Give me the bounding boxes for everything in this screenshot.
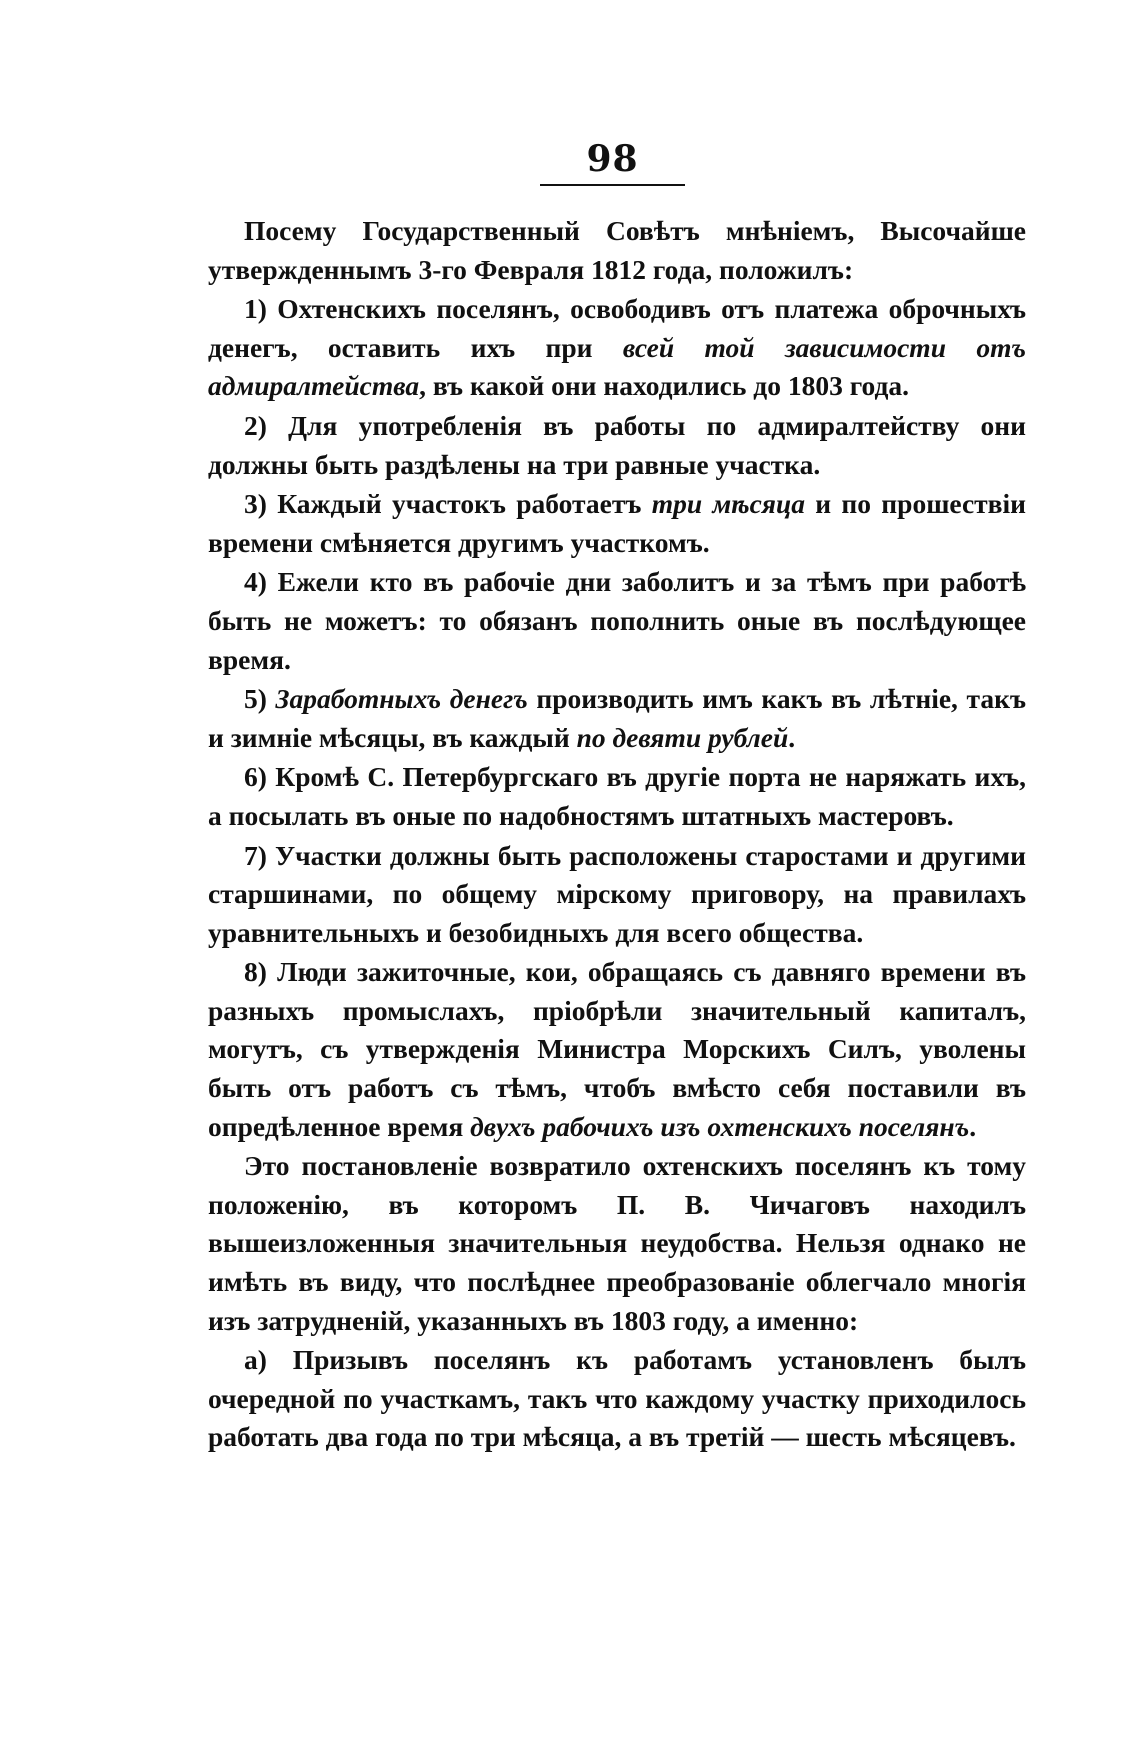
item-8-text-end: . — [969, 1110, 977, 1142]
item-5-emphasis: Заработныхъ денегъ — [275, 683, 528, 715]
item-7 — [208, 837, 1026, 953]
page-number: 98 — [586, 138, 639, 180]
item-8-emphasis: двухъ рабочихъ изъ охтенскихъ поселянъ — [470, 1110, 970, 1142]
item-1-emphasis: всей той зависимости отъ адмиралтейства — [208, 331, 1026, 402]
item-5-emphasis-2: по девяти рублей — [576, 721, 789, 753]
intro-paragraph: Посему Государственный Совѣтъ мнѣніемъ, Высочайше утвержденнымъ 3-го Февраля 1812 года, положилъ: — [208, 215, 1026, 285]
outro-paragraph: Это постановленіе возвратило охтенскихъ поселянъ къ тому положенію, въ которомъ П. В. Чичаговъ находилъ вышеизложенныя значительныя неудобства. Нельзя однако не имѣть въ виду, что послѣднее преобразованіе облегчало многія изъ затрудненій, указанныхъ въ 1803 году, а именно: — [208, 1150, 1026, 1336]
header-rule — [540, 184, 685, 186]
item-3 — [208, 485, 1026, 562]
item-6 — [208, 758, 1026, 835]
item-8-text: 8) Люди зажиточные, кои, обращаясь съ давняго времени въ разныхъ промыслахъ, пріобрѣли значительный капиталъ, могутъ, съ утвержденія Министра Морскихъ Силъ, уволены быть отъ работъ съ тѣмъ, чтобъ вмѣсто себя поставили въ опредѣленное время — [208, 956, 1026, 1142]
item-5-text-mid: производить имъ какъ въ лѣтніе, такъ и зимніе мѣсяцы, въ каждый — [208, 683, 1026, 753]
item-2-text: 2) Для употребленія въ работы по адмиралтейству они должны быть раздѣлены на три равные участка. — [208, 409, 1026, 480]
item-1-text: 1) Охтенскихъ поселянъ, освободивъ отъ платежа оброчныхъ денегъ, оставить ихъ при — [208, 293, 1026, 363]
item-2 — [208, 407, 1026, 484]
item-a: а) Призывъ поселянъ къ работамъ установленъ былъ очередной по участкамъ, такъ что каждому участку приходилось работать два года по три мѣсяца, а въ третій — шесть мѣсяцевъ. — [208, 1344, 1026, 1453]
item-3-text-end: и по прошествіи времени смѣняется другимъ участкомъ. — [208, 488, 1026, 558]
item-1-text-end: , въ какой они находились до 1803 года. — [419, 370, 910, 402]
item-3-text: 3) Каждый участокъ работаетъ — [244, 488, 652, 520]
item-4 — [208, 563, 1026, 679]
item-5 — [208, 680, 1026, 757]
item-7-text: 7) Участки должны быть расположены старостами и другими старшинами, по общему мірскому приговору, на правилахъ уравнительныхъ и безобидныхъ для всего общества. — [208, 839, 1026, 948]
item-4-text: 4) Ежели кто въ рабочіе дни заболитъ и за тѣмъ при работѣ быть не можетъ: то обязанъ пополнить оные въ послѣдующее время. — [208, 566, 1026, 675]
body-text — [208, 212, 1026, 1458]
item-5-text-end: . — [788, 721, 796, 753]
item-8 — [208, 953, 1026, 1146]
item-5-text: 5) — [244, 683, 276, 715]
item-1 — [208, 290, 1026, 406]
item-3-emphasis: три мѣсяца — [651, 488, 806, 520]
item-6-text: 6) Кромѣ С. Петербургскаго въ другіе порта не наряжать ихъ, а посылать въ оные по надобностямъ штатныхъ мастеровъ. — [208, 761, 1026, 831]
